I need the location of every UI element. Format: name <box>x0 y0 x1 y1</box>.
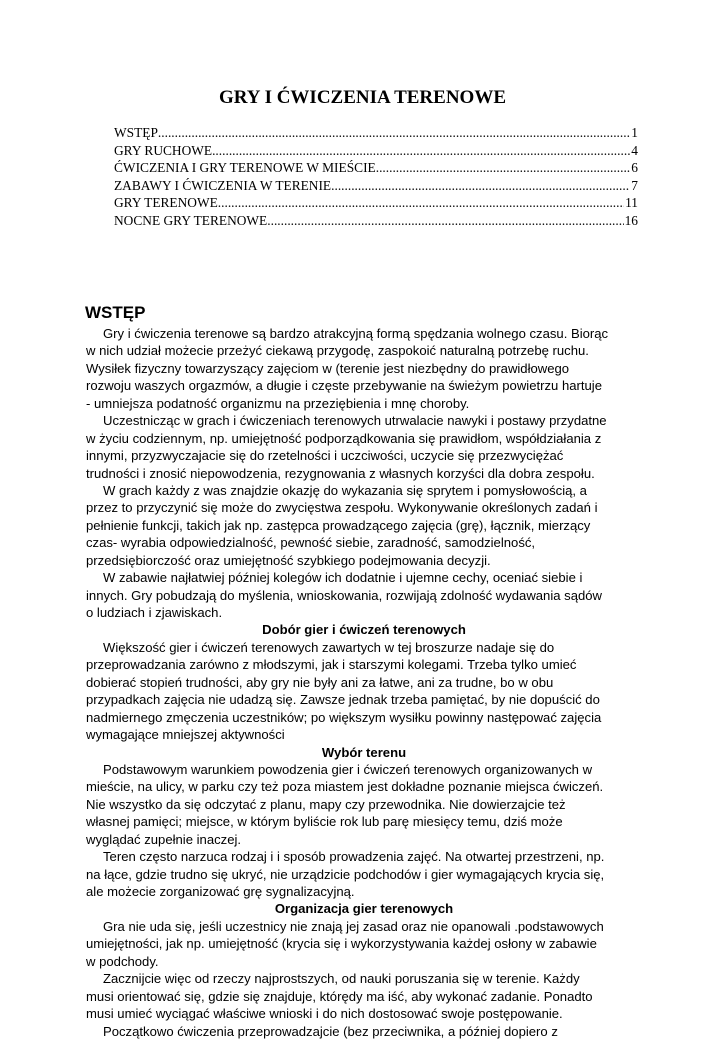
toc-dot-leader <box>212 142 630 160</box>
paragraph-line: rozwoju waszych orgazmów, a długie i częste przebywanie na świeżym powietrzu hartuje <box>86 378 602 394</box>
toc-entry-page: 6 <box>631 160 638 176</box>
toc-entry-page: 7 <box>631 177 638 193</box>
paragraph-line: innymi, przyzwyczajacie się do rzetelności i uczciwości, uczycie się przezwyciężać <box>86 448 564 464</box>
paragraph-line: ale możecie zorganizować grę sygnalizacyjną. <box>86 884 355 899</box>
toc-dot-leader <box>331 177 630 195</box>
paragraph-line: przypadkach zajęcia nie udadzą się. Zawsze jednak trzeba pamiętać, by nie dopuścić do <box>86 692 600 708</box>
paragraph-line: o ludziach i zjawiskach. <box>86 605 223 620</box>
paragraph-line: Zacznijcie więc od rzeczy najprostszych, od nauki poruszania się w terenie. Każdy <box>103 971 580 987</box>
toc-dot-leader <box>218 194 624 212</box>
toc-entry-page: 4 <box>631 142 638 158</box>
paragraph-line: wymagające mniejszej aktywności <box>86 727 285 743</box>
paragraph-line: własnej pamięci; miejsce, w którym byliście rok lub parę miesięcy temu, dziś może <box>86 814 563 830</box>
toc-entry[interactable] <box>114 159 638 177</box>
toc-entry-title: ZABAWY I ĆWICZENIA W TERENIE <box>114 177 332 193</box>
subsection-heading: Dobór gier i ćwiczeń terenowych <box>262 622 466 638</box>
section-heading: WSTĘP <box>85 303 146 322</box>
toc-entry-title: ĆWICZENIA I GRY TERENOWE W MIEŚCIE <box>114 160 376 176</box>
paragraph-line: Nie wszystko da się odczytać z planu, mapy czy przewodnika. Nie dowierzajcie też <box>86 796 566 812</box>
document-title: GRY I ĆWICZENIA TERENOWE <box>218 87 507 108</box>
toc-dot-leader <box>158 124 630 142</box>
paragraph-line: - umniejsza podatność organizmu na przeziębienia i mnę choroby. <box>86 395 470 411</box>
paragraph-line: innych. Gry pobudzają do myślenia, wnioskowania, rozwijają zdolność wydawania sądów <box>86 587 603 603</box>
paragraph-line: Wysiłek fizyczny towarzyszący zajęciom w (terenie jest niezbędny do prawidłowego <box>86 360 570 376</box>
paragraph-line: czas- wyrabia odpowiedzialność, pewność siebie, zaradność, samodzielność, <box>86 535 536 551</box>
toc-entry-title: GRY TERENOWE <box>114 195 218 211</box>
toc-entry-title: WSTĘP <box>114 125 158 140</box>
paragraph-line: W grach każdy z was znajdzie okazję do wykazania się sprytem i pomysłowością, a <box>103 482 587 498</box>
paragraph-line: przez to przyczynić się może do zwycięstwa zespołu. Wykonywanie określonych zadań i <box>86 500 598 516</box>
paragraph-line: trudności i znosić niepowodzenia, rezygnowania z własnych korzyści dla dobra zespołu. <box>86 465 595 481</box>
table-of-contents <box>114 124 638 230</box>
toc-entry-title: GRY RUCHOWE <box>114 142 213 158</box>
paragraph-line: pełnienie funkcji, takich jak np. zastępca prowadzącego zajęcia (grę), łącznik, mierzący <box>86 517 591 533</box>
paragraph-line: w nich udział możecie przeżyć ciekawą przygodę, zaspokoić naturalną potrzebę ruchu. <box>86 343 589 359</box>
paragraph-line: w podchody. <box>86 953 159 969</box>
document-body <box>86 325 642 1040</box>
paragraph-line: na łące, gdzie trudno się ukryć, nie urządzicie podchodów i gier wymagających krycia się, <box>86 866 605 882</box>
toc-entry[interactable] <box>114 142 638 160</box>
paragraph-line: W zabawie najłatwiej później kolegów ich dodatnie i ujemne cechy, oceniać siebie i <box>103 570 583 586</box>
paragraph-line: w życiu codziennym, np. umiejętność podporządkowania się prawidłom, współdziałania z <box>86 430 602 446</box>
paragraph-line: Podstawowym warunkiem powodzenia gier i ćwiczeń terenowych organizowanych w <box>103 761 593 777</box>
paragraph-line: Gry i ćwiczenia terenowe są bardzo atrakcyjną formą spędzania wolnego czasu. Biorąc <box>103 326 609 341</box>
toc-dot-leader <box>267 212 623 230</box>
paragraph-line: Większość gier i ćwiczeń terenowych zawartych w tej broszurze nadaje się do <box>103 639 555 655</box>
subsection-heading: Organizacja gier terenowych <box>274 901 454 917</box>
toc-dot-leader <box>376 159 631 177</box>
toc-entry[interactable] <box>114 177 638 195</box>
toc-entry[interactable] <box>114 124 638 142</box>
paragraph-line: wyglądać zupełnie inaczej. <box>86 831 242 847</box>
paragraph-line: musi umieć wyciągać właściwe wnioski i do nich dostosować swoje postępowanie. <box>86 1006 563 1022</box>
toc-entry-page: 11 <box>625 195 638 211</box>
paragraph-line: przeprowadzania zarówno z młodszymi, jak i starszymi kolegami. Trzeba tylko umieć <box>86 657 577 673</box>
toc-entry-title: NOCNE GRY TERENOWE <box>114 212 268 228</box>
paragraph-line: Gra nie uda się, jeśli uczestnicy nie znają jej zasad oraz nie opanowali .podstawowych <box>103 918 604 934</box>
subsection-heading: Wybór terenu <box>321 744 407 760</box>
paragraph-line: Uczestnicząc w grach i ćwiczeniach terenowych utrwalacie nawyki i postawy przydatne <box>103 413 607 429</box>
paragraph-line: umiejętności, jak np. umiejętność (krycia się i wykorzystywania każdej osłony w zabawie <box>86 936 597 952</box>
paragraph-line: nadmiernego zmęczenia uczestników; po większym wysiłku powinny następować zajęcia <box>86 709 602 725</box>
toc-entry[interactable] <box>114 194 638 212</box>
paragraph-line: przedsiębiorczość oraz umiejętność szybkiego podejmowania decyzji. <box>86 552 491 568</box>
paragraph-line: musi orientować się, gdzie się znajduje, którędy ma iść, aby wykonać zadanie. Ponadto <box>86 988 593 1004</box>
paragraph-line: mieście, na ulicy, w parku czy też poza miastem jest dokładne poznanie miejsca ćwiczeń. <box>86 779 604 795</box>
paragraph-line: Początkowo ćwiczenia przeprowadzajcie (bez przeciwnika, a później dopiero z <box>103 1023 558 1039</box>
paragraph-line: Teren często narzuca rodzaj i i sposób prowadzenia zajęć. Na otwartej przestrzeni, np. <box>103 849 605 865</box>
paragraph-line: dobierać stopień trudności, aby gry nie były ani za łatwe, ani za trudne, bo w obu <box>86 674 554 690</box>
toc-entry[interactable] <box>114 212 638 230</box>
toc-entry-page: 16 <box>624 212 638 228</box>
toc-entry-page: 1 <box>631 125 638 140</box>
